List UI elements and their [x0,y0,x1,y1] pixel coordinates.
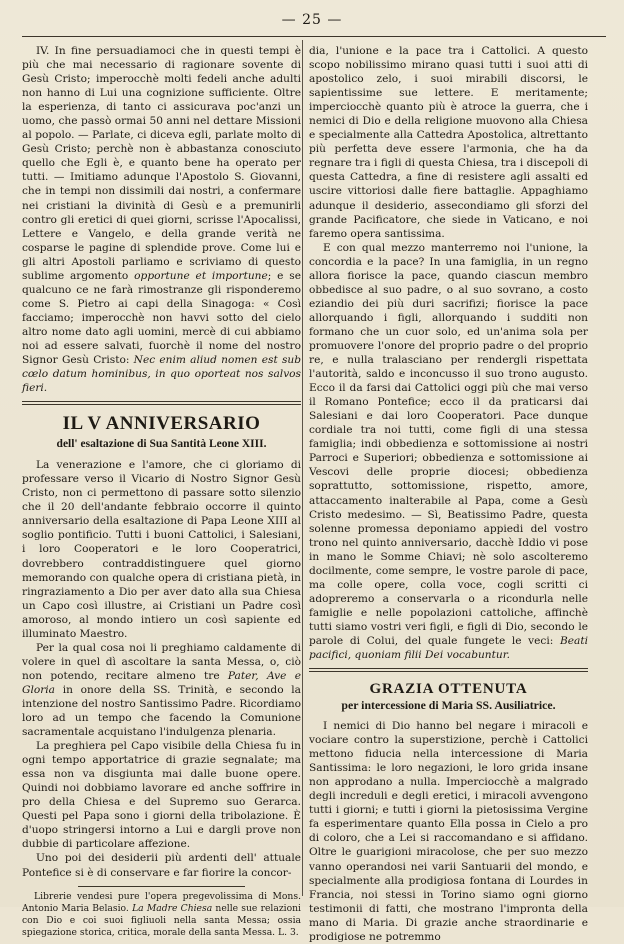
paragraph-preghiera: La preghiera pel Capo visibile della Chiesa fu in ogni tempo apportatrice di grazie segnalate; ma essa non va disgiunta mai dalle buone opere. Quindi noi dobbiamo lavorare ed anche soffrire in pro della Chiesa e del Supremo suo Gerarca. Questi pel Papa sono i giorni della tribolazione. È d'uopo stringersi intorno a Lui e dargli prove non dubbie di particolare affezione. [22,740,301,851]
footnote-rule [78,886,245,887]
paragraph-preghiamo: Per la qual cosa noi li preghiamo caldamente di volere in quel dì ascoltare la santa Messa, o, ciò non potendo, recitare almeno tre Pater, Ave e Gloria in onore della SS. Trinità, e secondo la intenzione del nostro Santissimo Padre. Ricordiamo loro ad un tempo che facendo la Comunione sacramentale acquistano l'indulgenza plenaria. [22,641,301,739]
left-column [22,44,301,939]
page-number: — 25 — [281,12,343,28]
paragraph-iv: IV. In fine persuadiamoci che in questi tempi è più che mai necessario di ragionare sovente di Gesù Cristo; imperocchè molti fedeli anche adulti non hanno di Lui una cognizione sufficiente. Oltre la esperienza, di tanto ci assicurava poc'anzi un uomo, che passò ormai 50 anni nel dettare Missioni al popolo. — Parlate, ci diceva egli, parlate molto di Gesù Cristo; perchè non è abbastanza conosciuto quello che Egli è, e quanto bene ha operato per tutti. — Imitiamo adunque l'Apostolo S. Giovanni, che in tempi non dissimili dai nostri, a confermare nei cristiani la divinità di Gesù e a premunirli contro gli eretici di quei giorni, scrisse l'Apocalissi, Lettere e Vangelo, e della grande verità ne cosparse le pagine di splendide prove. Come lui e gli altri Apostoli parliamo e scriviamo di questo sublime argomento opportune et importune; e se qualcuno ce ne farà rimostranze gli risponderemo come S. Pietro ai capi della Sinagoga: « Così facciamo; imperocchè non havvi sotto del cielo altro nome dato agli uomini, mercè di cui abbiamo noi ad essere salvati, fuorchè il nome del nostro Signor Gesù Cristo: Nec enim aliud nomen est sub cœlo datum hominibus, in quo oporteat nos salvos fieri. [22,45,302,395]
section-rule-right [309,668,588,672]
column-divider [302,40,303,896]
article-title-grazia: GRAZIA OTTENUTA [369,681,528,698]
section-rule [22,401,301,405]
paragraph-desiderii: Uno poi dei desiderii più ardenti dell' attuale Pontefice si è di conservare e far fiorire la concor- [22,852,301,879]
right-column [309,44,588,944]
footnote-librerie: Librerie vendesi pure l'opera pregevolissima di Mons. Antonio Maria Belasio. La Madre Chiesa nelle sue relazioni con Dio e coi suoi figliuoli nella santa Messa; ossia spiegazione storica, critica, morale della santa Messa. L. 3. [22,890,301,938]
header-rule [22,36,606,37]
paragraph-venerazione: La venerazione e l'amore, che ci gloriamo di professare verso il Vicario di Nostro Signor Gesù Cristo, non ci permettono di passare sotto silenzio che il 20 dell'andante febbraio occorre il quinto anniversario della esaltazione di Papa Leone XIII al soglio pontificio. Tutti i buoni Cattolici, i Salesiani, i loro Cooperatori e le loro Cooperatrici, dovrebbero contraddistinguere quel giorno memorando con qualche opera di cristiana pietà, in ringraziamento a Dio per aver dato alla sua Chiesa un Capo così illustre, ai Cristiani un Padre così amoroso, al mondo intiero un così sapiente ed illuminato Maestro. [22,459,301,640]
paragraph-dia: dia, l'unione e la pace tra i Cattolici. A questo scopo nobilissimo mirano quasi tutti i suoi atti di apostolico zelo, i suoi mirabili discorsi, le sapientissime sue lettere. E meritamente; imperciocchè quanto più è atroce la guerra, che i nemici di Dio e della religione muovono alla Chiesa e specialmente alla Cattedra Apostolica, altrettanto più perfetta deve essere l'armonia, che ha da regnare tra i figli di questa Chiesa, tra i discepoli di questa Cattedra, a fine di resistere agli assalti ed uscire vittoriosi dalle fiere battaglie. Appaghiamo adunque il desiderio, assecondiamo gli sforzi del grande Pacificatore, che siede in Vaticano, e noi faremo opera santissima. [309,45,588,240]
paragraph-nemici: I nemici di Dio hanno bel negare i miracoli e vociare contro la superstizione, perchè i Cattolici mettono fiducia nella intercessione di Maria Santissima: le loro negazioni, le loro grida insane non approdano a nulla. Imperciocchè a malgrado degli increduli e degli eretici, i miracoli avvengono tutti i giorni; e tutti i giorni la pietosissima Vergine fa esperimentare quanto Ella possa in Cielo a pro di coloro, che a Lei si raccomandano e si affidano. Oltre le guarigioni miracolose, che per suo mezzo vanno operandosi nei varii Santuarii del mondo, e specialmente alla prodigiosa fontana di Lourdes in Francia, noi stessi in Torino siamo ogni giorno testimonii di fatti, che mostrano l'impronta della mano di Maria. Di grazie anche straordinarie e prodigiose ne potremmo [309,720,588,943]
article-subtitle-grazia: per intercessione di Maria SS. Ausiliatrice. [341,698,556,713]
article-title-anniversario: IL V ANNIVERSARIO [62,413,261,435]
article-subtitle-anniversario: dell' esaltazione di Sua Santità Leone XIII. [56,438,267,451]
paragraph-mezzo: E con qual mezzo manterremo noi l'unione, la concordia e la pace? In una famiglia, in un regno allora fiorisce la pace, quando ciascun membro obbedisce al suo padre, o al suo sovrano, a costo eziandio dei più duri sacrifizi; fiorisce la pace allorquando i figli, allorquando i sudditi non formano che un cuor solo, ed un'anima sola per promuovere l'onore del proprio padre o del proprio re, e nulla tralasciano per rendergli rispettata l'autorità, saldo e inconcusso il suo trono augusto. Ecco il da farsi dai Cattolici oggi più che mai verso il Romano Pontefice; ecco il da praticarsi dai Salesiani e dai loro Cooperatori. Pace dunque cordiale tra noi tutti, come figli di una stessa famiglia; indi obbedienza e sottomissione ai nostri Parroci e Superiori; obbedienza e sottomissione ai Vescovi delle proprie diocesi; obbedienza soprattutto, sottomissione, rispetto, amore, attaccamento inalterabile al Papa, come a Gesù Cristo medesimo. — Sì, Beatissimo Padre, questa solenne promessa deponiamo appiedi del vostro trono nel quinto anniversario, dacchè Iddio vi pose in mano le Somme Chiavi; nè solo ascolteremo docilmente, come sempre, le vostre parole di pace, ma colle opere, colla voce, cogli scritti ci adopreremo a conservarla o a ricondurla nelle famiglie e nelle popolazioni cattoliche, affinchè tutti siamo vostri veri figli, e figli di Dio, secondo le parole di Colui, del quale fungete le veci: Beati pacifici, quoniam filii Dei vocabuntur. [309,241,588,662]
